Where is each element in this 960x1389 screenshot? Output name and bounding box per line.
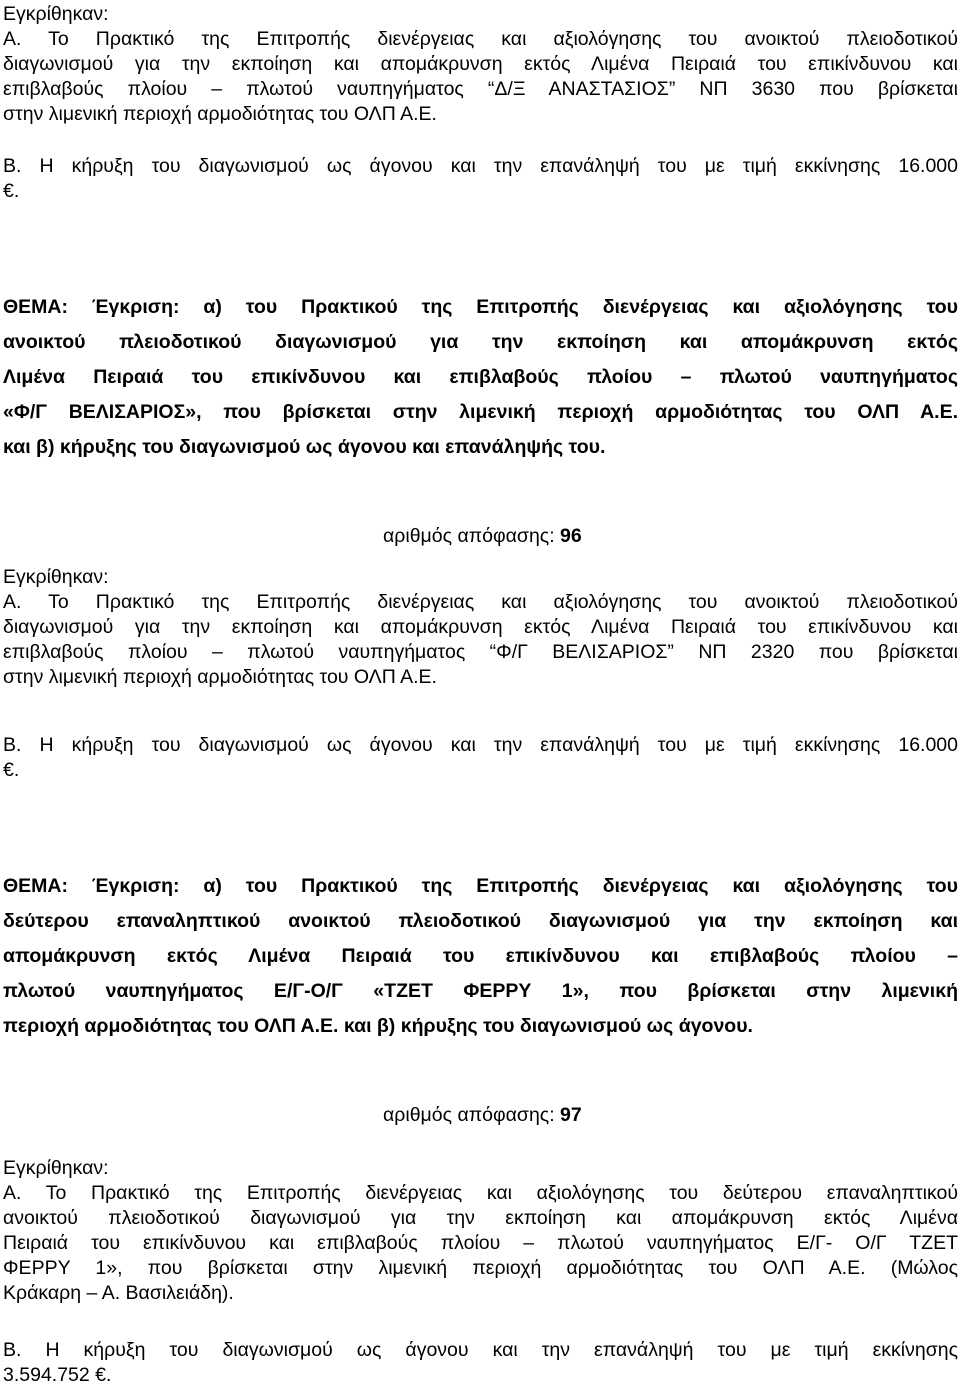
- decision-number-97: [383, 1103, 582, 1128]
- approval-a-line: Κράκαρη – Α. Βασιλειάδη).: [3, 1282, 234, 1304]
- approval-b-line: €.: [3, 180, 20, 202]
- subject-line: Λιμένα Πειραιά του επικίνδυνου και επιβλαβούς πλοίου – πλωτού ναυπηγήματος: [3, 366, 958, 388]
- approval-block-1: [3, 2, 958, 127]
- decision-label: αριθμός απόφασης:: [383, 525, 555, 547]
- subject-block-97: [3, 869, 958, 1044]
- approval-a-line: Α. Το Πρακτικό της Επιτροπής διενέργειας και αξιολόγησης του δεύτερου επαναληπτικού: [3, 1182, 958, 1204]
- approval-block-96: [3, 565, 958, 690]
- approval-b-block-97: [3, 1338, 958, 1388]
- subject-line: και β) κήρυξης του διαγωνισμού ως άγονου και επανάληψής του.: [3, 436, 606, 458]
- approval-block-97: [3, 1156, 958, 1306]
- approval-a-line: διαγωνισμού για την εκποίηση και απομάκρυνση εκτός Λιμένα Πειραιά του επικίνδυνου και: [3, 616, 958, 638]
- subject-line: απομάκρυνση εκτός Λιμένα Πειραιά του επικίνδυνου και επιβλαβούς πλοίου –: [3, 945, 958, 967]
- approval-b-line: 3.594.752 €.: [3, 1364, 112, 1386]
- decision-label: αριθμός απόφασης:: [383, 1104, 555, 1126]
- subject-block-96: [3, 290, 958, 465]
- approved-label: Εγκρίθηκαν:: [3, 1157, 109, 1179]
- approval-b-line: Β. Η κήρυξη του διαγωνισμού ως άγονου και την επανάληψή του με τιμή εκκίνησης 16.000: [3, 734, 958, 756]
- approval-a-line: ανοικτού πλειοδοτικού διαγωνισμού για την εκποίηση και απομάκρυνση εκτός Λιμένα: [3, 1207, 958, 1229]
- subject-line: δεύτερου επαναληπτικού ανοικτού πλειοδοτικού διαγωνισμού για την εκποίηση και: [3, 910, 958, 932]
- approval-b-line: Β. Η κήρυξη του διαγωνισμού ως άγονου και την επανάληψή του με τιμή εκκίνησης 16.000: [3, 155, 958, 177]
- approval-a-line: Α. Το Πρακτικό της Επιτροπής διενέργειας και αξιολόγησης του ανοικτού πλειοδοτικού: [3, 28, 958, 50]
- approval-a-line: Α. Το Πρακτικό της Επιτροπής διενέργειας και αξιολόγησης του ανοικτού πλειοδοτικού: [3, 591, 958, 613]
- approval-a-line: στην λιμενική περιοχή αρμοδιότητας του ΟΛΠ Α.Ε.: [3, 666, 437, 688]
- approval-b-block-96: [3, 733, 958, 783]
- approval-b-block-1: [3, 154, 958, 204]
- decision-number-96: [383, 524, 582, 549]
- subject-line: πλωτού ναυπηγήματος Ε/Γ-Ο/Γ «ΤΖΕΤ ΦΕΡΡΥ 1», που βρίσκεται στην λιμενική: [3, 980, 958, 1002]
- decision-number: 96: [560, 525, 582, 547]
- approval-b-line: €.: [3, 759, 20, 781]
- approved-label: Εγκρίθηκαν:: [3, 566, 109, 588]
- approval-a-line: Πειραιά του επικίνδυνου και επιβλαβούς πλοίου – πλωτού ναυπηγήματος Ε/Γ- Ο/Γ ΤΖΕΤ: [3, 1232, 958, 1254]
- subject-line: ΘΕΜΑ: Έγκριση: α) του Πρακτικού της Επιτροπής διενέργειας και αξιολόγησης του: [3, 875, 958, 897]
- approval-b-line: Β. Η κήρυξη του διαγωνισμού ως άγονου και την επανάληψή του με τιμή εκκίνησης: [3, 1339, 958, 1361]
- approval-a-line: διαγωνισμού για την εκποίηση και απομάκρυνση εκτός Λιμένα Πειραιά του επικίνδυνου και: [3, 53, 958, 75]
- approved-label: Εγκρίθηκαν:: [3, 3, 109, 25]
- approval-a-line: ΦΕΡΡΥ 1», που βρίσκεται στην λιμενική περιοχή αρμοδιότητας του ΟΛΠ Α.Ε. (Μώλος: [3, 1257, 958, 1279]
- approval-a-line: επιβλαβούς πλοίου – πλωτού ναυπηγήματος “Φ/Γ ΒΕΛΙΣΑΡΙΟΣ” ΝΠ 2320 που βρίσκεται: [3, 641, 958, 663]
- subject-line: περιοχή αρμοδιότητας του ΟΛΠ Α.Ε. και β) κήρυξης του διαγωνισμού ως άγονου.: [3, 1015, 753, 1037]
- subject-line: ανοικτού πλειοδοτικού διαγωνισμού για την εκποίηση και απομάκρυνση εκτός: [3, 331, 958, 353]
- approval-a-line: στην λιμενική περιοχή αρμοδιότητας του ΟΛΠ Α.Ε.: [3, 103, 437, 125]
- subject-line: «Φ/Γ ΒΕΛΙΣΑΡΙΟΣ», που βρίσκεται στην λιμενική περιοχή αρμοδιότητας του ΟΛΠ Α.Ε.: [3, 401, 958, 423]
- decision-number: 97: [560, 1104, 582, 1126]
- subject-line: ΘΕΜΑ: Έγκριση: α) του Πρακτικού της Επιτροπής διενέργειας και αξιολόγησης του: [3, 296, 958, 318]
- approval-a-line: επιβλαβούς πλοίου – πλωτού ναυπηγήματος “Δ/Ξ ΑΝΑΣΤΑΣΙΟΣ” ΝΠ 3630 που βρίσκεται: [3, 78, 958, 100]
